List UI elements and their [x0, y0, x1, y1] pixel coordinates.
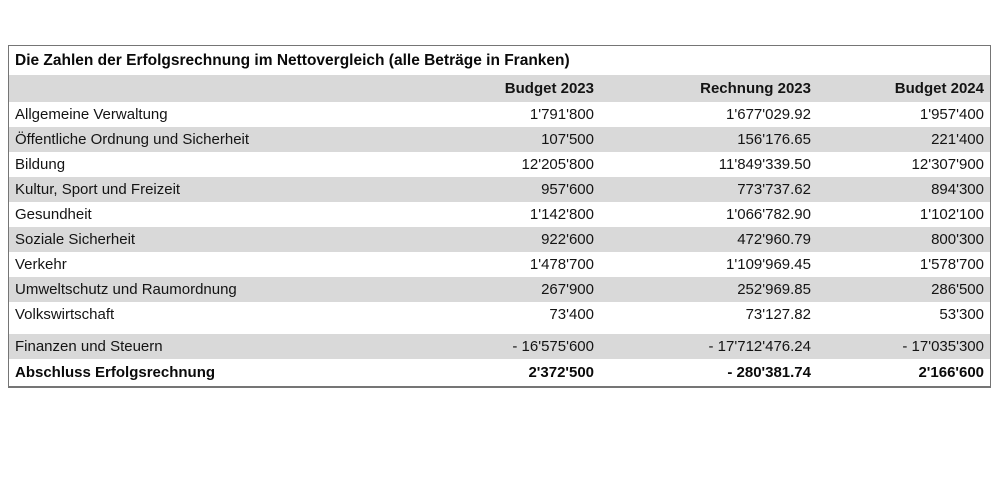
- table-row: [9, 202, 990, 227]
- row-label: Gesundheit: [15, 206, 92, 223]
- row-value-budget-2024: 221'400: [931, 131, 984, 148]
- row-value-rechnung-2023: - 17'712'476.24: [708, 338, 811, 355]
- row-value-budget-2023: 1'142'800: [529, 206, 594, 223]
- row-value-budget-2023: 1'791'800: [529, 106, 594, 123]
- header-cell-rechnung-2023: Rechnung 2023: [700, 80, 811, 97]
- table-row: [9, 127, 990, 152]
- row-value-rechnung-2023: - 280'381.74: [727, 364, 811, 381]
- row-value-budget-2023: 12'205'800: [521, 156, 594, 173]
- table-row: [9, 102, 990, 127]
- table-title: Die Zahlen der Erfolgsrechnung im Nettovergleich (alle Beträge in Franken): [15, 51, 570, 69]
- row-label: Finanzen und Steuern: [15, 338, 163, 355]
- table-row: [9, 334, 990, 359]
- row-value-rechnung-2023: 1'677'029.92: [726, 106, 811, 123]
- row-value-budget-2024: 1'102'100: [919, 206, 984, 223]
- row-label: Kultur, Sport und Freizeit: [15, 181, 181, 198]
- table-row: [9, 152, 990, 177]
- row-value-budget-2023: 957'600: [541, 181, 594, 198]
- row-group-spacer: [9, 327, 990, 334]
- row-value-rechnung-2023: 11'849'339.50: [718, 156, 811, 173]
- row-value-budget-2023: 73'400: [549, 306, 594, 323]
- table-total-row: [9, 359, 990, 386]
- row-value-budget-2024: 894'300: [931, 181, 984, 198]
- row-value-rechnung-2023: 73'127.82: [745, 306, 811, 323]
- row-value-budget-2024: 1'957'400: [919, 106, 984, 123]
- row-value-budget-2024: 286'500: [931, 281, 984, 298]
- row-value-budget-2023: 1'478'700: [529, 256, 594, 273]
- row-label: Soziale Sicherheit: [15, 231, 136, 248]
- table-row: [9, 177, 990, 202]
- row-label: Öffentliche Ordnung und Sicherheit: [15, 131, 250, 148]
- row-value-budget-2024: 53'300: [939, 306, 984, 323]
- row-value-rechnung-2023: 472'960.79: [737, 231, 811, 248]
- row-value-budget-2024: 12'307'900: [911, 156, 984, 173]
- table-row: [9, 227, 990, 252]
- row-label: Verkehr: [15, 256, 67, 273]
- header-cell-budget-2023: Budget 2023: [504, 80, 594, 97]
- table-row: [9, 302, 990, 327]
- row-value-rechnung-2023: 1'109'969.45: [726, 256, 811, 273]
- table-row: [9, 277, 990, 302]
- row-label: Volkswirtschaft: [15, 306, 115, 323]
- header-cell-budget-2024: Budget 2024: [894, 80, 984, 97]
- row-value-budget-2024: 2'166'600: [918, 364, 984, 381]
- row-value-rechnung-2023: 252'969.85: [737, 281, 811, 298]
- row-label: Abschluss Erfolgsrechnung: [15, 364, 216, 381]
- row-label: Allgemeine Verwaltung: [15, 106, 168, 123]
- table-row: [9, 252, 990, 277]
- table-header-row: [9, 75, 990, 102]
- row-value-budget-2023: 2'372'500: [528, 364, 594, 381]
- row-value-budget-2024: - 17'035'300: [902, 338, 984, 355]
- row-value-rechnung-2023: 773'737.62: [737, 181, 811, 198]
- row-value-budget-2024: 800'300: [931, 231, 984, 248]
- row-value-budget-2024: 1'578'700: [919, 256, 984, 273]
- erfolgsrechnung-table: [8, 45, 991, 388]
- row-label: Bildung: [15, 156, 66, 173]
- row-value-budget-2023: - 16'575'600: [512, 338, 594, 355]
- row-value-budget-2023: 267'900: [541, 281, 594, 298]
- table-body: [9, 102, 990, 386]
- row-value-rechnung-2023: 156'176.65: [737, 131, 811, 148]
- row-value-budget-2023: 922'600: [541, 231, 594, 248]
- row-value-rechnung-2023: 1'066'782.90: [726, 206, 811, 223]
- row-label: Umweltschutz und Raumordnung: [15, 281, 237, 298]
- row-value-budget-2023: 107'500: [541, 131, 594, 148]
